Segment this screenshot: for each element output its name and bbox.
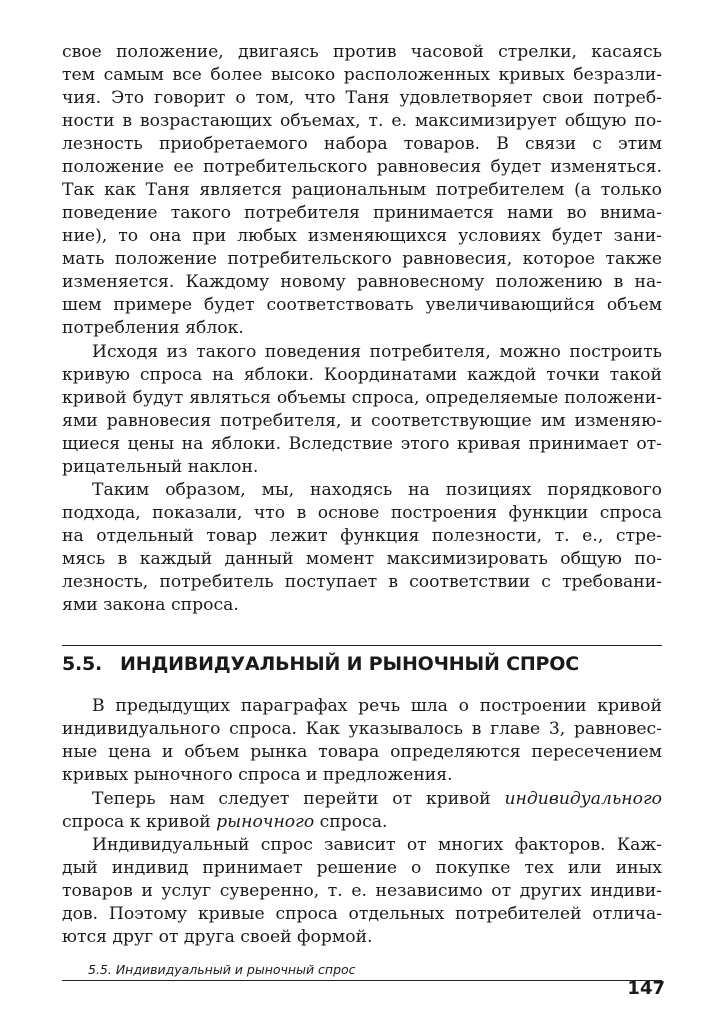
text-line: Исходя из такого поведения потребителя, можно построить	[92, 342, 662, 362]
text-line: лезность, потребитель поступает в соответствии с требовани-	[62, 572, 662, 592]
text-line: Так как Таня является рациональным потребителем (а только	[62, 180, 662, 200]
text-line: рицательный наклон.	[62, 457, 259, 477]
text-line: кривых рыночного спроса и предложения.	[62, 765, 453, 785]
section-heading	[62, 652, 662, 676]
text-line: лезность приобретаемого набора товаров. В связи с этим	[62, 134, 662, 154]
text-span: Теперь нам следует перейти от кривой	[92, 789, 491, 809]
text-line: ются друг от друга своей формой.	[62, 927, 373, 947]
text-line: кривой будут являться объемы спроса, определяемые положени-	[62, 388, 662, 408]
text-line: положение ее потребительского равновесия будет изменяться.	[62, 157, 662, 177]
running-head: 5.5. Индивидуальный и рыночный спрос	[88, 962, 356, 977]
section-rule	[62, 645, 662, 646]
text-line: кривую спроса на яблоки. Координатами каждой точки такой	[62, 365, 662, 385]
text-line	[92, 789, 662, 809]
text-line: шем примере будет соответствовать увеличивающийся объем	[62, 295, 662, 315]
text-line: ные цена и объем рынка товара определяются пересечением	[62, 742, 662, 762]
text-line: тем самым все более высоко расположенных кривых безразли-	[62, 65, 662, 85]
text-line: щиеся цены на яблоки. Вследствие этого кривая принимает от-	[62, 434, 662, 454]
text-span: спроса.	[319, 812, 388, 832]
text-line: Индивидуальный спрос зависит от многих факторов. Каж-	[92, 835, 662, 855]
text-line: дов. Поэтому кривые спроса отдельных потребителей отлича-	[62, 904, 662, 924]
text-line: подхода, показали, что в основе построения функции спроса	[62, 503, 662, 523]
text-line: чия. Это говорит о том, что Таня удовлетворяет свои потреб-	[62, 88, 662, 108]
text-line: ности в возрастающих объемах, т. е. максимизирует общую по-	[62, 111, 662, 131]
text-line: поведение такого потребителя принимается нами во внима-	[62, 203, 662, 223]
footer-rule	[62, 980, 662, 981]
text-line: Таким образом, мы, находясь на позициях порядкового	[92, 480, 662, 500]
text-line: мать положение потребительского равновесия, которое также	[62, 249, 662, 269]
text-line: мясь в каждый данный момент максимизировать общую по-	[62, 549, 662, 569]
text-span: спроса к кривой	[62, 812, 211, 832]
text-line: В предыдущих параграфах речь шла о построении кривой	[92, 696, 662, 716]
text-line: на отдельный товар лежит функция полезности, т. е., стре-	[62, 526, 662, 546]
text-line: потребления яблок.	[62, 318, 244, 338]
section-number: 5.5.	[62, 653, 103, 675]
text-line: ями закона спроса.	[62, 595, 239, 615]
emphasis-term: рыночного	[216, 812, 315, 832]
section-title: ИНДИВИДУАЛЬНЫЙ И РЫНОЧНЫЙ СПРОС	[120, 653, 579, 675]
text-line: товаров и услуг суверенно, т. е. независимо от других индиви-	[62, 881, 662, 901]
text-line: ние), то она при любых изменяющихся условиях будет зани-	[62, 226, 662, 246]
page-number: 147	[627, 978, 665, 999]
text-line: дый индивид принимает решение о покупке тех или иных	[62, 858, 662, 878]
text-line: индивидуального спроса. Как указывалось в главе 3, равновес-	[62, 719, 662, 739]
text-line: ями равновесия потребителя, и соответствующие им изменяю-	[62, 411, 662, 431]
emphasis-term: индивидуального	[504, 789, 662, 809]
text-line: изменяется. Каждому новому равновесному положению в на-	[62, 272, 662, 292]
text-line	[62, 812, 662, 832]
text-line: свое положение, двигаясь против часовой стрелки, касаясь	[62, 42, 662, 62]
